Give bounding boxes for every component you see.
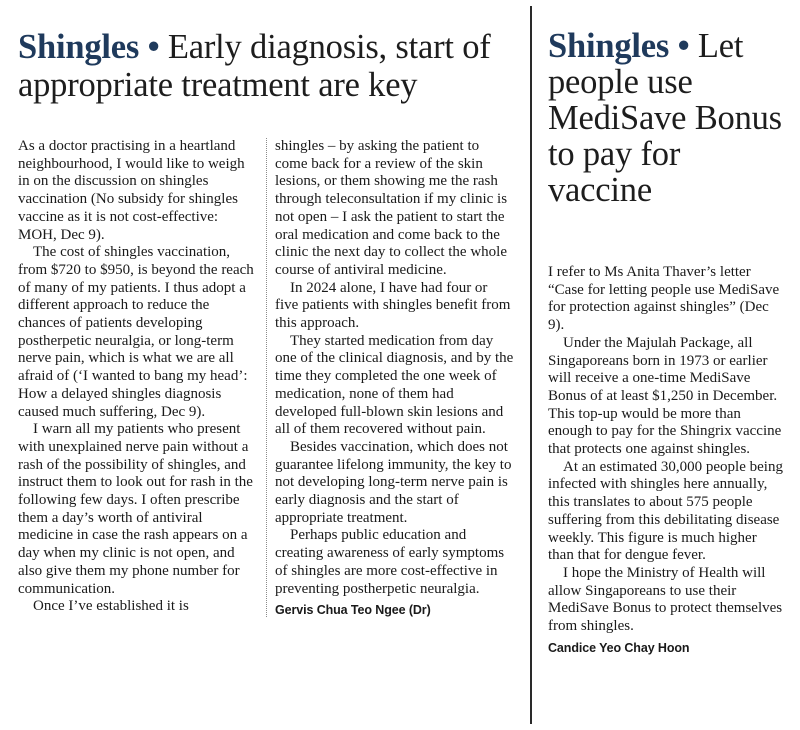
paragraph: I hope the Ministry of Health will allow Singaporeans to use their MediSave Bonus to protect themselves from shingles. <box>548 564 783 635</box>
paragraph: At an estimated 30,000 people being infected with shingles here annually, this translates to about 575 people suffering from this debilitating disease weekly. This figure is much higher than that for dengue fever. <box>548 458 783 564</box>
paragraph: I warn all my patients who present with unexplained nerve pain without a rash of the possibility of shingles, and instruct them to look out for rash in the following few days. I often prescribe them a day’s worth of antiviral medicine in case the rash appears on a day when my clinic is not open, and also give them my phone number for communication. <box>18 421 253 597</box>
topic-label: Shingles <box>548 27 670 65</box>
bullet-separator: • <box>677 27 690 65</box>
paragraph: shingles – by asking the patient to come back for a review of the skin lesions, or them showing me the rash through teleconsultation if my clinic is not open – I ask the patient to start the oral medication and come back to the clinic the next day to collect the whole course of antiviral medicine. <box>275 138 508 278</box>
column-divider <box>530 6 532 724</box>
paragraph: Besides vaccination, which does not guarantee lifelong immunity, the key to not developing long-term nerve pain is early diagnosis and the start of appropriate treatment. <box>275 438 512 526</box>
letter-left <box>18 0 514 730</box>
headline-text: Early diagnosis, start of appropriate treatment are key <box>18 28 491 104</box>
author-byline: Gervis Chua Teo Ngee (Dr) <box>275 603 431 618</box>
paragraph: In 2024 alone, I have had four or five patients with shingles benefit from this approach. <box>275 279 511 332</box>
headline-left <box>18 28 514 104</box>
paragraph: They started medication from day one of the clinical diagnosis, and by the time they completed the one week of medication, none of them had developed full-blown skin lesions and all of them recovered without pain. <box>275 332 514 438</box>
headline-right <box>548 28 784 208</box>
letter-body <box>18 138 514 617</box>
paragraph: Perhaps public education and creating awareness of early symptoms of shingles are more cost-effective in preventing postherpetic neuralgia. <box>275 527 505 597</box>
paragraph: The cost of shingles vaccination, from $720 to $950, is beyond the reach of many of my patients. I thus adopt a different approach to reduce the chances of patients developing postherpetic neuralgia, or long-term nerve pain, which is what we are all afraid of (‘I wanted to bang my head’: How a delayed shingles diagnosis caused much suffering, Dec 9). <box>18 244 254 420</box>
column-1 <box>18 138 266 617</box>
paragraph: Once I’ve established it is <box>33 598 189 615</box>
paragraph: As a doctor practising in a heartland neighbourhood, I would like to weigh in on the discussion on shingles vaccination (No subsidy for shingles vaccine as it is not cost-effective: MOH, Dec 9). <box>18 138 245 243</box>
paragraph: Under the Majulah Package, all Singaporeans born in 1973 or earlier will receive a one-time MediSave Bonus of at least $1,250 in December. This top-up would be more than enough to pay for the Shingrix vaccine that protects one against shingles. <box>548 334 782 458</box>
author-byline: Candice Yeo Chay Hoon <box>548 640 690 655</box>
headline-text: Let people use MediSave Bonus to pay for vaccine <box>548 27 782 209</box>
paragraph: I refer to Ms Anita Thaver’s letter “Case for letting people use MediSave for protection against shingles” (Dec 9). <box>548 264 780 334</box>
topic-label: Shingles <box>18 28 140 66</box>
bullet-separator: • <box>147 28 160 66</box>
letter-right <box>548 0 784 730</box>
letter-body <box>548 264 784 655</box>
column-2 <box>266 138 514 617</box>
